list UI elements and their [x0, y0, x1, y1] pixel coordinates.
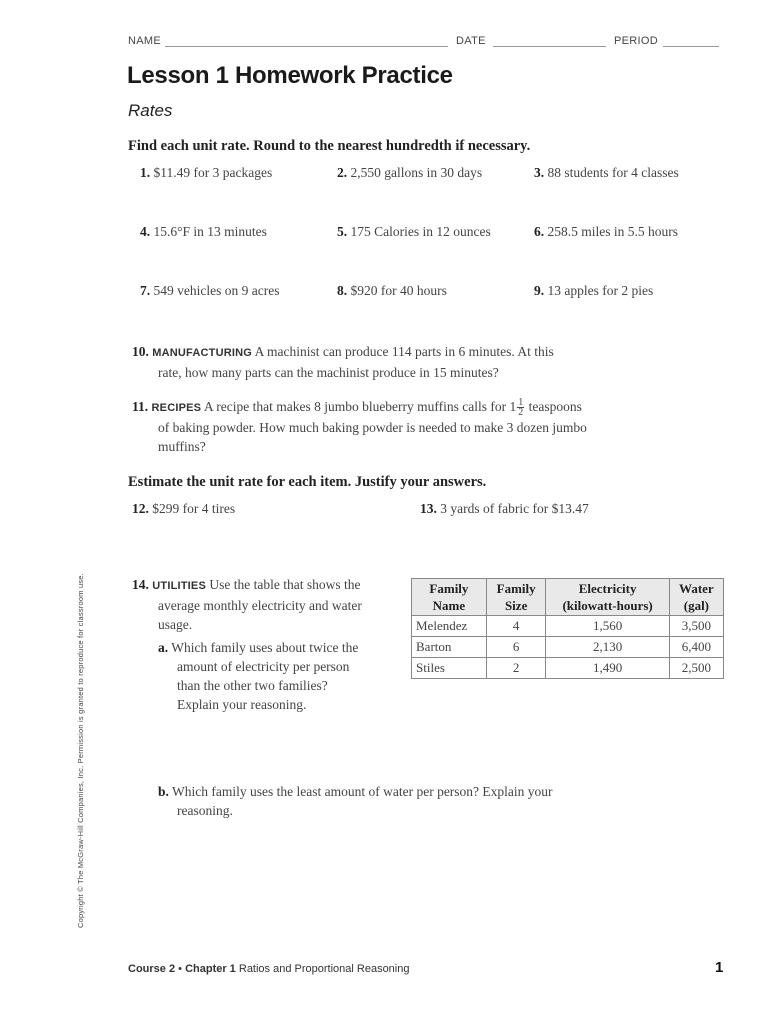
- footer-bullet: •: [178, 963, 182, 975]
- problem-line: Which family uses about twice the: [171, 640, 359, 655]
- problem-text: $920 for 40 hours: [350, 283, 447, 298]
- period-label: PERIOD: [614, 35, 658, 47]
- problem-line: A machinist can produce 114 parts in 6 minutes. At this: [254, 344, 554, 359]
- cell-size: 4: [486, 616, 546, 637]
- problem-4: [140, 224, 267, 240]
- problem-number: 7.: [140, 283, 151, 298]
- problem-line: muffins?: [158, 439, 206, 454]
- table-row: [412, 658, 724, 679]
- problem-line: amount of electricity per person: [177, 659, 350, 674]
- table-header-row: [412, 579, 724, 616]
- cell-water: 2,500: [669, 658, 723, 679]
- cell-electricity: 1,560: [546, 616, 669, 637]
- cell-size: 2: [486, 658, 546, 679]
- date-label: DATE: [456, 35, 486, 47]
- cell-size: 6: [486, 637, 546, 658]
- problem-number: 10.: [132, 344, 149, 359]
- problem-number: 5.: [337, 224, 348, 239]
- footer-chapter: Chapter 1: [185, 963, 236, 975]
- lesson-title: Lesson 1 Homework Practice: [127, 62, 453, 89]
- problem-line: A recipe that makes 8 jumbo blueberry muffins calls for 1: [203, 399, 517, 414]
- footer-chapter-title: Ratios and Proportional Reasoning: [238, 963, 410, 975]
- problem-category: UTILITIES: [152, 580, 206, 592]
- problem-line: Which family uses the least amount of water per person? Explain your: [172, 784, 553, 799]
- problem-12: [132, 501, 235, 517]
- problem-14a: [158, 638, 418, 714]
- problem-number: 14.: [132, 577, 149, 592]
- problem-line: rate, how many parts can the machinist produce in 15 minutes?: [158, 365, 499, 380]
- cell-name: Barton: [412, 637, 487, 658]
- problem-number: 4.: [140, 224, 151, 239]
- problem-14b: [158, 782, 678, 820]
- problem-number: 13.: [420, 501, 437, 516]
- problem-number: 12.: [132, 501, 149, 516]
- problem-text: 258.5 miles in 5.5 hours: [547, 224, 678, 239]
- problem-13: [420, 501, 589, 517]
- problem-8: [337, 283, 447, 299]
- problem-number: 2.: [337, 165, 348, 180]
- problem-text: $11.49 for 3 packages: [153, 165, 273, 180]
- problem-text: 15.6°F in 13 minutes: [153, 224, 267, 239]
- header-water: Water (gal): [669, 579, 723, 616]
- problem-line: Use the table that shows the: [209, 577, 361, 592]
- problem-category: MANUFACTURING: [152, 347, 253, 359]
- name-label: NAME: [128, 35, 161, 47]
- problem-line: usage.: [158, 617, 193, 632]
- cell-water: 3,500: [669, 616, 723, 637]
- problem-text: 3 yards of fabric for $13.47: [440, 501, 589, 516]
- cell-water: 6,400: [669, 637, 723, 658]
- problem-line: reasoning.: [177, 803, 233, 818]
- problem-text: $299 for 4 tires: [152, 501, 236, 516]
- section1-instruction: Find each unit rate. Round to the nearest hundredth if necessary.: [128, 138, 531, 154]
- header-family-name: Family Name: [412, 579, 487, 616]
- mixed-fraction: $\frac{1}{2}$: [518, 397, 524, 419]
- problem-text: 88 students for 4 classes: [547, 165, 679, 180]
- problem-14: [132, 575, 412, 634]
- page-number: 1: [715, 959, 724, 976]
- problem-text: 175 Calories in 12 ounces: [350, 224, 491, 239]
- problem-number: 9.: [534, 283, 545, 298]
- footer-course: Course 2: [128, 963, 176, 975]
- problem-line: Explain your reasoning.: [177, 697, 307, 712]
- utilities-table: [411, 578, 724, 679]
- date-line: [493, 46, 606, 47]
- problem-line: teaspoons: [528, 399, 582, 414]
- problem-number: 3.: [534, 165, 545, 180]
- header-electricity: Electricity (kilowatt-hours): [546, 579, 669, 616]
- cell-name: Melendez: [412, 616, 487, 637]
- copyright-notice: Copyright © The McGraw-Hill Companies, Inc. Permission is granted to reproduce for classroom use.: [76, 573, 85, 928]
- cell-electricity: 1,490: [546, 658, 669, 679]
- header-family-size: Family Size: [486, 579, 546, 616]
- problem-line: than the other two families?: [177, 678, 328, 693]
- problem-6: [534, 224, 678, 240]
- cell-electricity: 2,130: [546, 637, 669, 658]
- name-line: [165, 46, 448, 47]
- problem-number: 6.: [534, 224, 545, 239]
- problem-text: 2,550 gallons in 30 days: [350, 165, 483, 180]
- part-label: b.: [158, 784, 169, 799]
- table-row: [412, 637, 724, 658]
- problem-line: of baking powder. How much baking powder is needed to make 3 dozen jumbo: [158, 420, 587, 435]
- footer: [128, 963, 409, 975]
- problem-number: 1.: [140, 165, 151, 180]
- table-row: [412, 616, 724, 637]
- problem-category: RECIPES: [151, 402, 202, 414]
- problem-9: [534, 283, 653, 299]
- part-label: a.: [158, 640, 169, 655]
- problem-10: [132, 342, 692, 382]
- problem-text: 13 apples for 2 pies: [547, 283, 654, 298]
- problem-5: [337, 224, 491, 240]
- problem-text: 549 vehicles on 9 acres: [153, 283, 280, 298]
- section2-instruction: Estimate the unit rate for each item. Justify your answers.: [128, 474, 487, 490]
- cell-name: Stiles: [412, 658, 487, 679]
- problem-7: [140, 283, 279, 299]
- problem-3: [534, 165, 679, 181]
- problem-number: 8.: [337, 283, 348, 298]
- period-line: [663, 46, 719, 47]
- problem-1: [140, 165, 272, 181]
- problem-2: [337, 165, 482, 181]
- problem-line: average monthly electricity and water: [158, 598, 362, 613]
- problem-11: [132, 397, 712, 456]
- lesson-subtitle: Rates: [128, 101, 173, 120]
- problem-number: 11.: [132, 399, 149, 414]
